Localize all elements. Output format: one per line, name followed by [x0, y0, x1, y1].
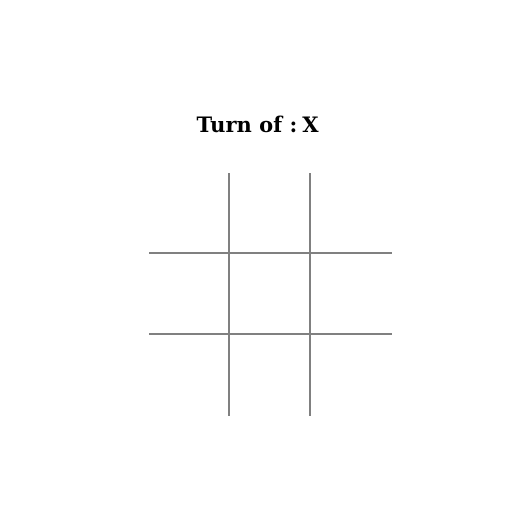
board-cell-5[interactable]: [230, 254, 311, 335]
board-cell-8[interactable]: [230, 335, 311, 416]
board-cell-4[interactable]: [149, 254, 230, 335]
current-player: X: [302, 112, 319, 137]
turn-indicator: [0, 111, 515, 139]
board-cell-7[interactable]: [149, 335, 230, 416]
game-board: [149, 173, 392, 416]
turn-label: Turn of :: [196, 112, 298, 137]
board-cell-2[interactable]: [230, 173, 311, 254]
board-cell-1[interactable]: [149, 173, 230, 254]
board-cell-9[interactable]: [311, 335, 392, 416]
board-cell-6[interactable]: [311, 254, 392, 335]
board-cell-3[interactable]: [311, 173, 392, 254]
